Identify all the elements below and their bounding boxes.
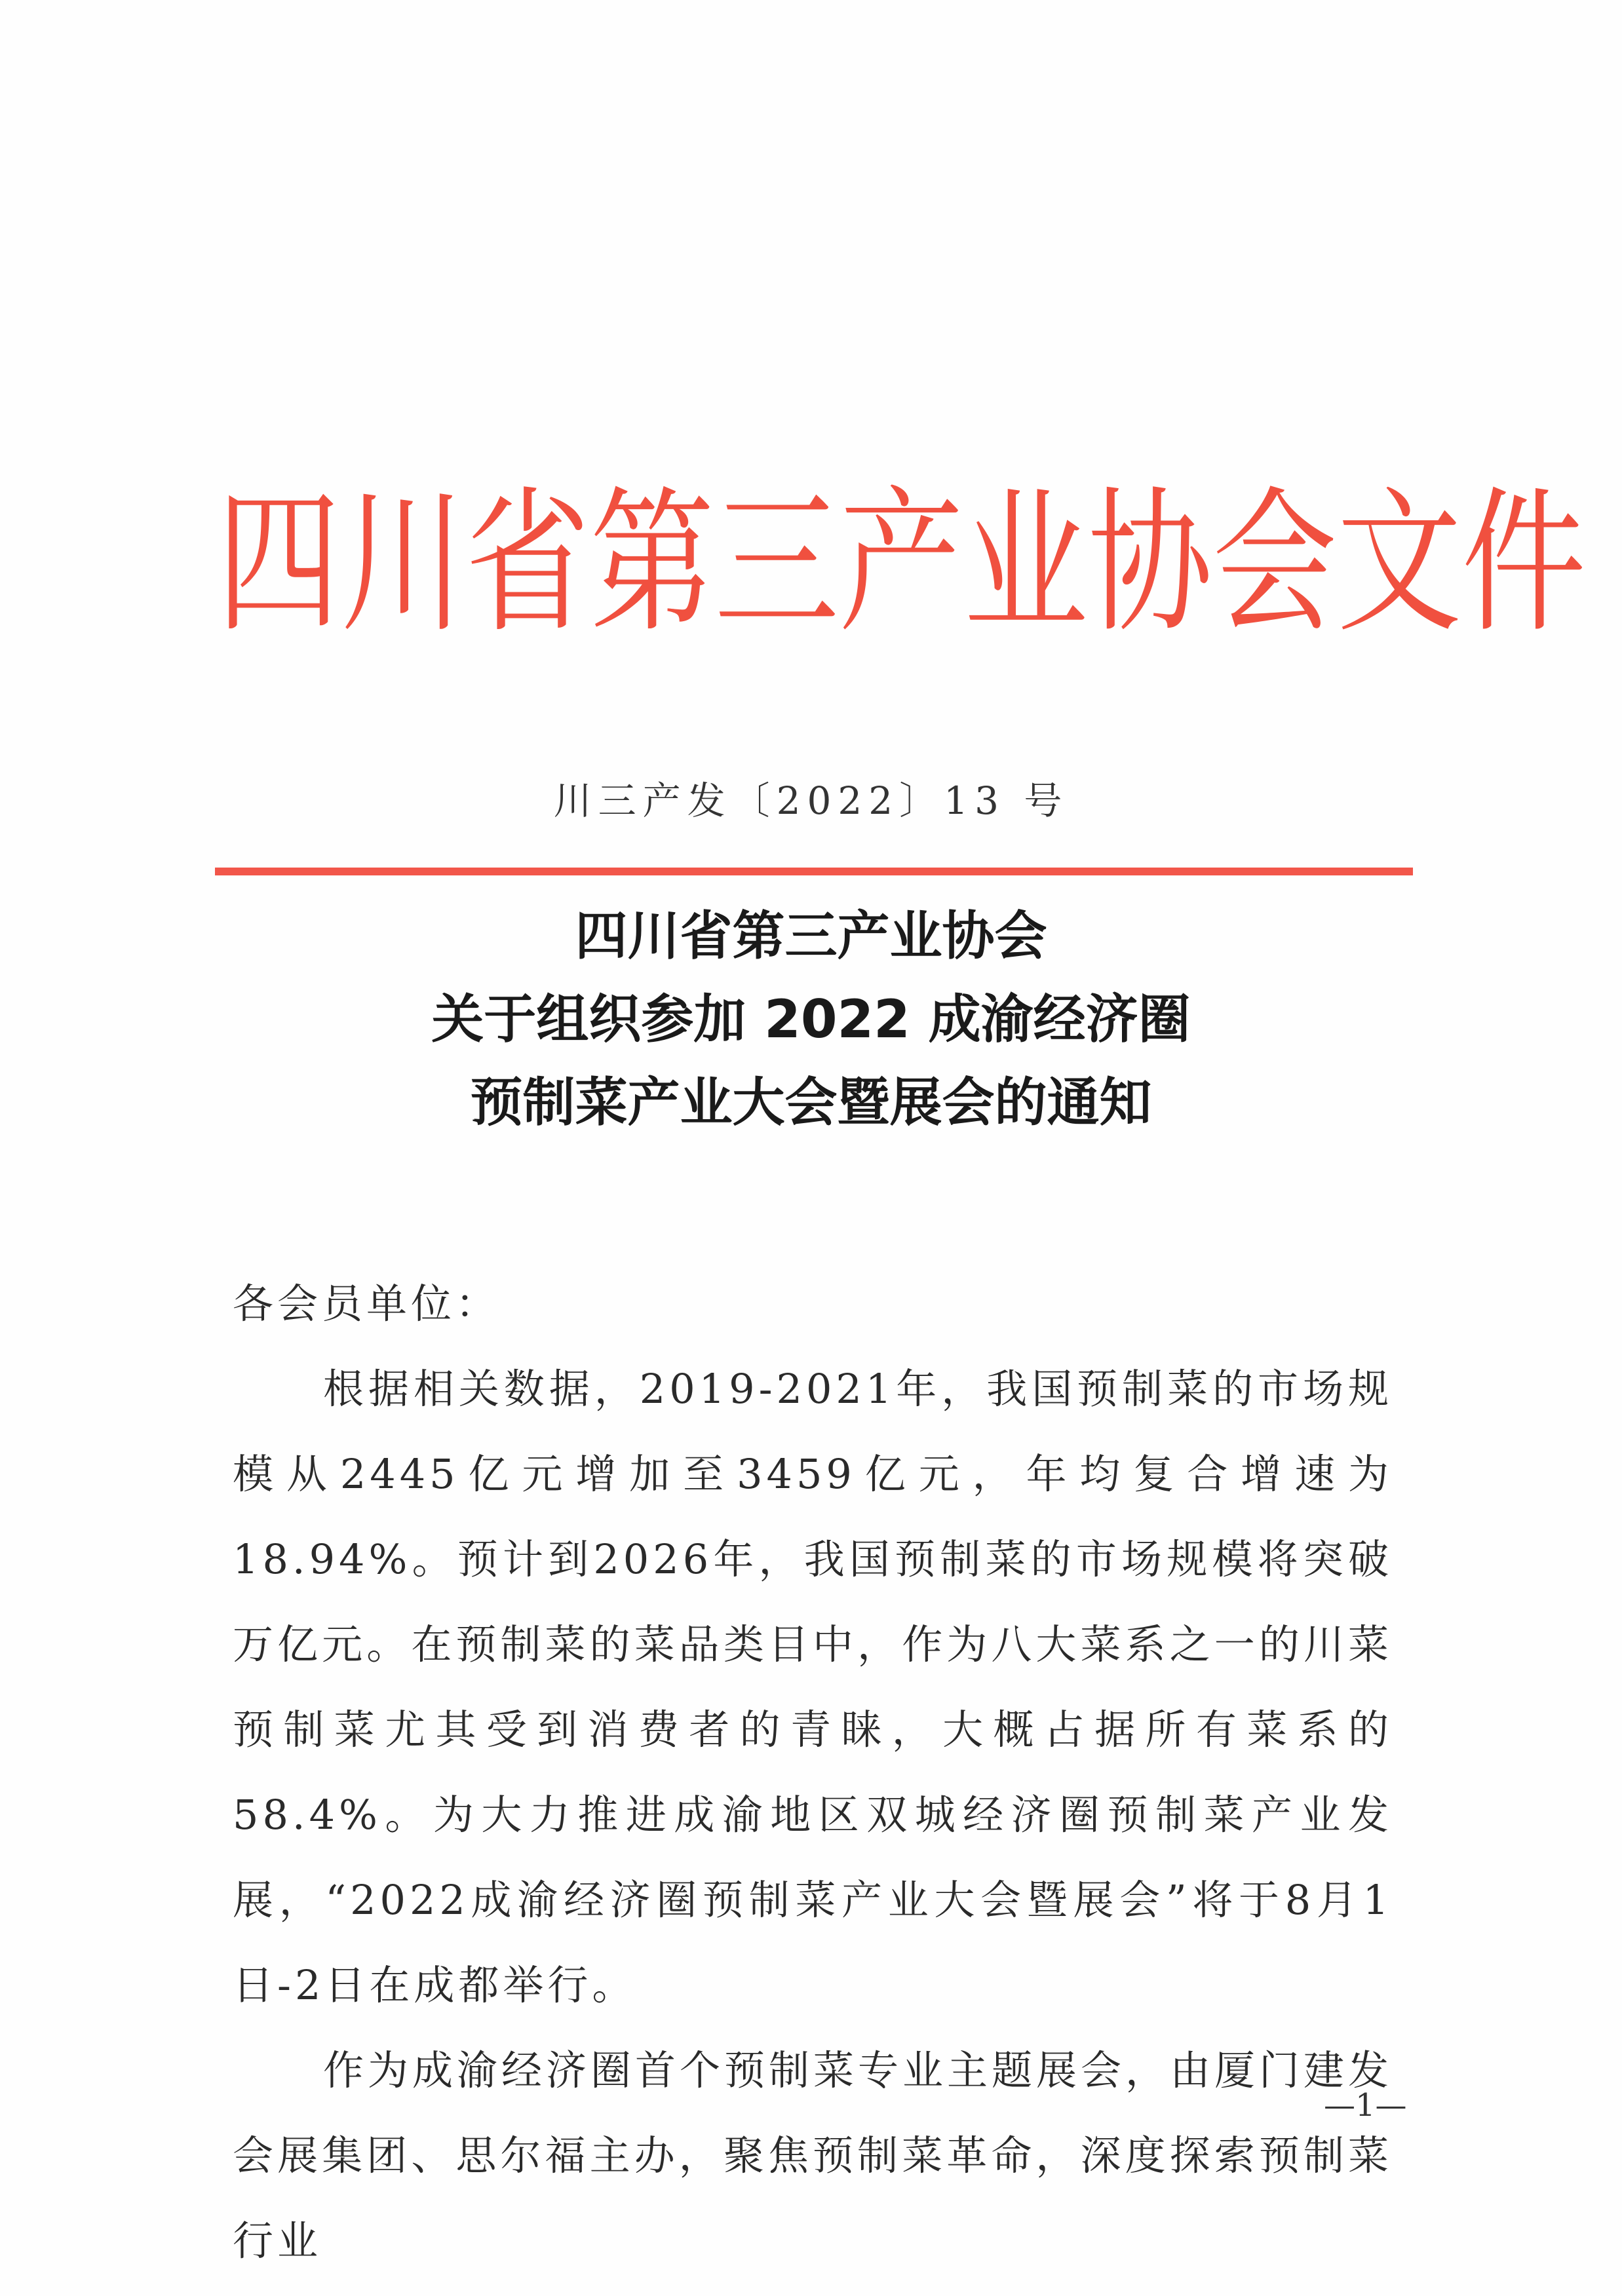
issuer-header <box>216 472 1587 654</box>
header-char: 会 <box>1212 472 1338 654</box>
header-char: 第 <box>590 472 715 654</box>
body-paragraph: 作为成渝经济圈首个预制菜专业主题展会，由厦门建发会展集团、思尔福主办，聚焦预制菜革命，深度探索预制菜行业 <box>233 2046 1393 2265</box>
title-line-3: 预制菜产业大会暨展会的通知 <box>470 1072 1152 1133</box>
header-char: 产 <box>839 472 964 654</box>
header-char: 文 <box>1337 472 1462 654</box>
header-char: 三 <box>714 472 840 654</box>
page-number: —1— <box>1324 2087 1407 2124</box>
document-number: 川三产发〔2022〕13 号 <box>553 778 1069 823</box>
header-char: 业 <box>963 472 1089 654</box>
header-char: 四 <box>216 472 341 654</box>
salutation: 各会员单位： <box>233 1280 501 1328</box>
header-char: 川 <box>341 472 466 654</box>
title-line-2: 关于组织参加 2022 成渝经济圈 <box>431 989 1191 1050</box>
red-separator-rule <box>215 868 1413 875</box>
body-paragraph: 根据相关数据，2019-2021年，我国预制菜的市场规模从2445亿元增加至3459亿元，年均复合增速为18.94%。预计到2026年，我国预制菜的市场规模将突破万亿元。在预制菜的菜品类目中，作为八大菜系之一的川菜预制菜尤其受到消费者的青睐，大概占据所有菜系的58.4%。为大力推进成渝地区双城经济圈预制菜产业发展，“2022成渝经济圈预制菜产业大会暨展会”将于8月1日-2日在成都举行。 <box>233 1365 1393 2009</box>
header-char: 省 <box>465 472 590 654</box>
title-line-1: 四川省第三产业协会 <box>575 906 1047 966</box>
header-char: 件 <box>1461 472 1587 654</box>
header-char: 协 <box>1088 472 1213 654</box>
notice-title <box>0 894 1622 1144</box>
notice-body <box>233 1261 1393 2284</box>
